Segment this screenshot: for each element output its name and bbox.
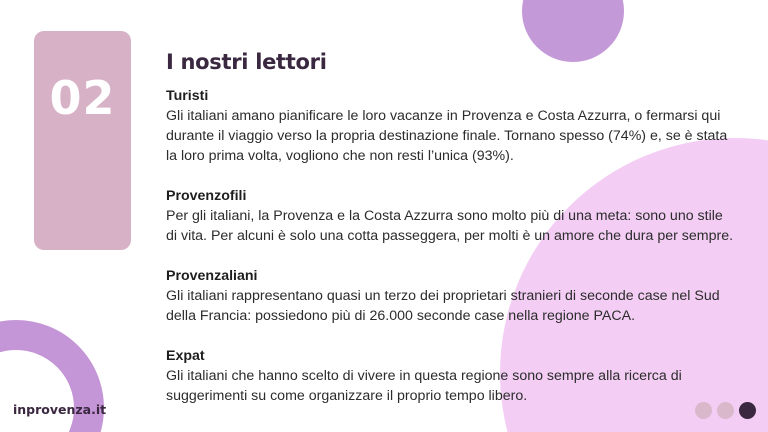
section-expat	[166, 346, 736, 406]
pagination-dot-active	[739, 402, 756, 419]
section-heading: Expat	[166, 348, 205, 364]
number-card	[34, 31, 131, 250]
section-text: Gli italiani amano pianificare le loro vacanze in Provenza e Costa Azzurra, o fermarsi qui durante il viaggio verso la propria destinazione finale. Tornano spesso (74%) e, se è stata la loro prima volta, vogliono che non resti l’unica (93%).	[166, 108, 728, 164]
section-provenzofili	[166, 186, 736, 246]
pagination-dot	[717, 402, 734, 419]
brand-logo-text: inprovenza.it	[13, 402, 107, 417]
pagination-dot	[695, 402, 712, 419]
section-provenzaliani	[166, 266, 736, 326]
section-text: Gli italiani rappresentano quasi un terzo dei proprietari stranieri di seconde case nel Sud della Francia: possiedono più di 26.000 seconde case nella regione PACA.	[166, 288, 720, 324]
section-heading: Provenzofili	[166, 188, 247, 204]
section-turisti	[166, 86, 736, 166]
section-heading: Turisti	[166, 88, 209, 104]
section-text: Per gli italiani, la Provenza e la Costa Azzurra sono molto più di una meta: sono uno stile di vita. Per alcuni è solo una cotta passeggera, per molti è un amore che dura per sempre.	[166, 208, 734, 244]
content	[166, 86, 736, 426]
page-title: I nostri lettori	[166, 50, 327, 74]
pagination-dots	[695, 402, 756, 419]
slide-number: 02	[49, 71, 116, 125]
decorative-circle-top	[522, 0, 624, 62]
section-heading: Provenzaliani	[166, 268, 258, 284]
section-text: Gli italiani che hanno scelto di vivere in questa regione sono sempre alla ricerca di suggerimenti su come organizzare il proprio tempo libero.	[166, 368, 682, 404]
